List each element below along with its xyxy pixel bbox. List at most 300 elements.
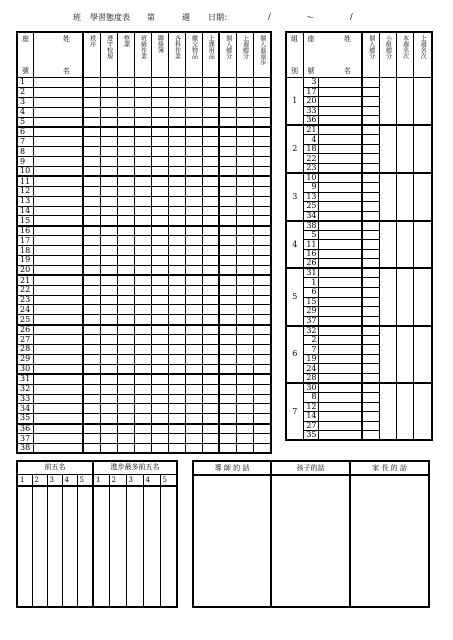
score-cell[interactable] [253, 137, 271, 147]
score-cell[interactable] [117, 157, 134, 167]
score-cell[interactable] [83, 443, 100, 453]
score-cell[interactable] [236, 127, 253, 137]
score-cell[interactable] [117, 345, 134, 355]
score-cell[interactable] [236, 335, 253, 345]
score-cell[interactable] [185, 186, 202, 196]
score-cell[interactable] [236, 374, 253, 384]
score-cell[interactable] [236, 236, 253, 246]
score-cell[interactable] [236, 246, 253, 256]
score-cell[interactable] [134, 147, 151, 157]
score-cell[interactable] [151, 424, 168, 434]
score-cell[interactable] [134, 176, 151, 186]
score-cell[interactable] [168, 354, 185, 364]
personal-total-cell[interactable] [362, 249, 379, 259]
score-cell[interactable] [253, 384, 271, 394]
score-cell[interactable] [100, 97, 117, 107]
score-cell[interactable] [151, 176, 168, 186]
score-cell[interactable] [134, 434, 151, 444]
score-cell[interactable] [100, 216, 117, 226]
score-cell[interactable] [236, 325, 253, 335]
score-cell[interactable] [185, 246, 202, 256]
group-student-name-cell[interactable] [318, 97, 362, 107]
score-cell[interactable] [151, 157, 168, 167]
score-cell[interactable] [117, 127, 134, 137]
score-cell[interactable] [202, 374, 219, 384]
score-cell[interactable] [83, 97, 100, 107]
score-cell[interactable] [202, 354, 219, 364]
progress-rank-entry[interactable] [109, 486, 126, 607]
score-cell[interactable] [253, 206, 271, 216]
score-cell[interactable] [168, 275, 185, 285]
score-cell[interactable] [202, 167, 219, 177]
score-cell[interactable] [202, 147, 219, 157]
score-cell[interactable] [202, 206, 219, 216]
score-cell[interactable] [219, 226, 236, 236]
score-cell[interactable] [151, 414, 168, 424]
score-cell[interactable] [117, 206, 134, 216]
group-student-name-cell[interactable] [318, 431, 362, 441]
group-student-name-cell[interactable] [318, 221, 362, 231]
last-week-rank-cell[interactable] [413, 78, 432, 126]
score-cell[interactable] [236, 354, 253, 364]
personal-total-cell[interactable] [362, 402, 379, 412]
personal-total-cell[interactable] [362, 412, 379, 422]
score-cell[interactable] [236, 206, 253, 216]
group-student-name-cell[interactable] [318, 78, 362, 88]
score-cell[interactable] [202, 216, 219, 226]
score-cell[interactable] [117, 414, 134, 424]
score-cell[interactable] [185, 335, 202, 345]
score-cell[interactable] [202, 226, 219, 236]
score-cell[interactable] [100, 226, 117, 236]
score-cell[interactable] [185, 295, 202, 305]
score-cell[interactable] [117, 265, 134, 275]
score-cell[interactable] [134, 384, 151, 394]
score-cell[interactable] [202, 87, 219, 97]
score-cell[interactable] [117, 394, 134, 404]
score-cell[interactable] [219, 265, 236, 275]
score-cell[interactable] [100, 354, 117, 364]
student-name-cell[interactable] [33, 87, 83, 97]
top5-rank-entry[interactable] [47, 486, 62, 607]
score-cell[interactable] [253, 117, 271, 127]
score-cell[interactable] [202, 384, 219, 394]
score-cell[interactable] [134, 414, 151, 424]
personal-total-cell[interactable] [362, 144, 379, 154]
score-cell[interactable] [185, 87, 202, 97]
top5-rank-entry[interactable] [32, 486, 47, 607]
score-cell[interactable] [202, 137, 219, 147]
score-cell[interactable] [100, 335, 117, 345]
score-cell[interactable] [219, 216, 236, 226]
personal-total-cell[interactable] [362, 87, 379, 97]
score-cell[interactable] [185, 434, 202, 444]
this-week-rank-cell[interactable] [396, 268, 413, 325]
personal-total-cell[interactable] [362, 78, 379, 88]
score-cell[interactable] [253, 87, 271, 97]
score-cell[interactable] [185, 226, 202, 236]
personal-total-cell[interactable] [362, 221, 379, 231]
score-cell[interactable] [83, 414, 100, 424]
personal-total-cell[interactable] [362, 154, 379, 164]
score-cell[interactable] [253, 285, 271, 295]
score-cell[interactable] [202, 256, 219, 266]
this-week-rank-cell[interactable] [396, 173, 413, 221]
score-cell[interactable] [185, 285, 202, 295]
group-student-name-cell[interactable] [318, 316, 362, 326]
score-cell[interactable] [134, 246, 151, 256]
score-cell[interactable] [253, 78, 271, 88]
score-cell[interactable] [117, 78, 134, 88]
score-cell[interactable] [134, 256, 151, 266]
score-cell[interactable] [117, 434, 134, 444]
score-cell[interactable] [83, 305, 100, 315]
score-cell[interactable] [151, 137, 168, 147]
score-cell[interactable] [253, 404, 271, 414]
student-name-cell[interactable] [33, 157, 83, 167]
score-cell[interactable] [100, 325, 117, 335]
score-cell[interactable] [236, 107, 253, 117]
score-cell[interactable] [151, 285, 168, 295]
score-cell[interactable] [117, 216, 134, 226]
personal-total-cell[interactable] [362, 431, 379, 441]
score-cell[interactable] [83, 335, 100, 345]
score-cell[interactable] [83, 246, 100, 256]
score-cell[interactable] [236, 275, 253, 285]
group-student-name-cell[interactable] [318, 278, 362, 288]
score-cell[interactable] [236, 364, 253, 374]
personal-total-cell[interactable] [362, 230, 379, 240]
this-week-rank-cell[interactable] [396, 326, 413, 383]
score-cell[interactable] [100, 374, 117, 384]
score-cell[interactable] [100, 78, 117, 88]
score-cell[interactable] [202, 345, 219, 355]
score-cell[interactable] [151, 147, 168, 157]
score-cell[interactable] [202, 196, 219, 206]
score-cell[interactable] [134, 157, 151, 167]
score-cell[interactable] [134, 345, 151, 355]
student-name-cell[interactable] [33, 127, 83, 137]
score-cell[interactable] [202, 117, 219, 127]
personal-total-cell[interactable] [362, 354, 379, 364]
personal-total-cell[interactable] [362, 106, 379, 116]
score-cell[interactable] [83, 226, 100, 236]
score-cell[interactable] [151, 374, 168, 384]
score-cell[interactable] [134, 87, 151, 97]
score-cell[interactable] [83, 364, 100, 374]
score-cell[interactable] [168, 186, 185, 196]
score-cell[interactable] [134, 364, 151, 374]
score-cell[interactable] [219, 305, 236, 315]
score-cell[interactable] [236, 97, 253, 107]
student-name-cell[interactable] [33, 216, 83, 226]
student-name-cell[interactable] [33, 394, 83, 404]
score-cell[interactable] [168, 325, 185, 335]
score-cell[interactable] [168, 414, 185, 424]
score-cell[interactable] [219, 256, 236, 266]
score-cell[interactable] [219, 167, 236, 177]
score-cell[interactable] [202, 97, 219, 107]
score-cell[interactable] [100, 157, 117, 167]
score-cell[interactable] [83, 196, 100, 206]
score-cell[interactable] [168, 226, 185, 236]
score-cell[interactable] [236, 434, 253, 444]
score-cell[interactable] [253, 315, 271, 325]
score-cell[interactable] [168, 97, 185, 107]
score-cell[interactable] [168, 87, 185, 97]
score-cell[interactable] [83, 424, 100, 434]
last-week-rank-cell[interactable] [413, 125, 432, 173]
score-cell[interactable] [219, 157, 236, 167]
score-cell[interactable] [151, 196, 168, 206]
score-cell[interactable] [168, 176, 185, 186]
score-cell[interactable] [83, 345, 100, 355]
score-cell[interactable] [151, 186, 168, 196]
group-student-name-cell[interactable] [318, 230, 362, 240]
score-cell[interactable] [185, 167, 202, 177]
score-cell[interactable] [253, 167, 271, 177]
student-name-cell[interactable] [33, 256, 83, 266]
score-cell[interactable] [219, 206, 236, 216]
score-cell[interactable] [185, 354, 202, 364]
score-cell[interactable] [185, 236, 202, 246]
score-cell[interactable] [219, 364, 236, 374]
student-name-cell[interactable] [33, 78, 83, 88]
score-cell[interactable] [168, 246, 185, 256]
score-cell[interactable] [236, 424, 253, 434]
score-cell[interactable] [151, 364, 168, 374]
score-cell[interactable] [185, 384, 202, 394]
score-cell[interactable] [83, 117, 100, 127]
student-name-cell[interactable] [33, 137, 83, 147]
score-cell[interactable] [151, 315, 168, 325]
top5-rank-entry[interactable] [17, 486, 32, 607]
score-cell[interactable] [134, 424, 151, 434]
score-cell[interactable] [100, 186, 117, 196]
score-cell[interactable] [83, 295, 100, 305]
score-cell[interactable] [151, 256, 168, 266]
score-cell[interactable] [117, 325, 134, 335]
score-cell[interactable] [151, 216, 168, 226]
personal-total-cell[interactable] [362, 421, 379, 431]
score-cell[interactable] [100, 147, 117, 157]
student-name-cell[interactable] [33, 305, 83, 315]
personal-total-cell[interactable] [362, 202, 379, 212]
personal-total-cell[interactable] [362, 316, 379, 326]
personal-total-cell[interactable] [362, 163, 379, 173]
score-cell[interactable] [202, 394, 219, 404]
score-cell[interactable] [134, 265, 151, 275]
score-cell[interactable] [219, 315, 236, 325]
score-cell[interactable] [185, 394, 202, 404]
score-cell[interactable] [100, 107, 117, 117]
personal-total-cell[interactable] [362, 183, 379, 193]
this-week-rank-cell[interactable] [396, 125, 413, 173]
group-total-cell[interactable] [379, 125, 396, 173]
score-cell[interactable] [151, 394, 168, 404]
last-week-rank-cell[interactable] [413, 326, 432, 383]
group-student-name-cell[interactable] [318, 259, 362, 269]
score-cell[interactable] [202, 305, 219, 315]
student-name-cell[interactable] [33, 424, 83, 434]
score-cell[interactable] [219, 87, 236, 97]
score-cell[interactable] [219, 137, 236, 147]
group-student-name-cell[interactable] [318, 144, 362, 154]
score-cell[interactable] [253, 107, 271, 117]
score-cell[interactable] [168, 196, 185, 206]
score-cell[interactable] [83, 285, 100, 295]
score-cell[interactable] [151, 236, 168, 246]
top5-rank-entry[interactable] [62, 486, 77, 607]
personal-total-cell[interactable] [362, 345, 379, 355]
group-student-name-cell[interactable] [318, 163, 362, 173]
score-cell[interactable] [236, 196, 253, 206]
score-cell[interactable] [185, 78, 202, 88]
score-cell[interactable] [219, 325, 236, 335]
score-cell[interactable] [236, 414, 253, 424]
score-cell[interactable] [100, 443, 117, 453]
score-cell[interactable] [100, 256, 117, 266]
score-cell[interactable] [83, 354, 100, 364]
last-week-rank-cell[interactable] [413, 383, 432, 440]
score-cell[interactable] [83, 186, 100, 196]
last-week-rank-cell[interactable] [413, 173, 432, 221]
group-student-name-cell[interactable] [318, 240, 362, 250]
score-cell[interactable] [100, 285, 117, 295]
score-cell[interactable] [253, 364, 271, 374]
score-cell[interactable] [134, 374, 151, 384]
child-comment-area[interactable] [271, 475, 350, 607]
score-cell[interactable] [168, 206, 185, 216]
score-cell[interactable] [168, 443, 185, 453]
score-cell[interactable] [83, 216, 100, 226]
student-name-cell[interactable] [33, 117, 83, 127]
score-cell[interactable] [168, 374, 185, 384]
score-cell[interactable] [253, 305, 271, 315]
score-cell[interactable] [83, 147, 100, 157]
score-cell[interactable] [168, 335, 185, 345]
group-student-name-cell[interactable] [318, 383, 362, 393]
last-week-rank-cell[interactable] [413, 268, 432, 325]
score-cell[interactable] [151, 443, 168, 453]
score-cell[interactable] [253, 265, 271, 275]
score-cell[interactable] [151, 107, 168, 117]
personal-total-cell[interactable] [362, 240, 379, 250]
score-cell[interactable] [100, 424, 117, 434]
group-student-name-cell[interactable] [318, 135, 362, 145]
score-cell[interactable] [168, 157, 185, 167]
progress-rank-entry[interactable] [160, 486, 177, 607]
score-cell[interactable] [168, 78, 185, 88]
score-cell[interactable] [253, 325, 271, 335]
score-cell[interactable] [117, 285, 134, 295]
score-cell[interactable] [151, 275, 168, 285]
score-cell[interactable] [168, 127, 185, 137]
student-name-cell[interactable] [33, 335, 83, 345]
student-name-cell[interactable] [33, 107, 83, 117]
score-cell[interactable] [236, 265, 253, 275]
score-cell[interactable] [236, 256, 253, 266]
score-cell[interactable] [151, 345, 168, 355]
score-cell[interactable] [219, 345, 236, 355]
group-student-name-cell[interactable] [318, 373, 362, 383]
score-cell[interactable] [253, 186, 271, 196]
score-cell[interactable] [202, 424, 219, 434]
group-student-name-cell[interactable] [318, 154, 362, 164]
personal-total-cell[interactable] [362, 268, 379, 278]
student-name-cell[interactable] [33, 265, 83, 275]
score-cell[interactable] [202, 404, 219, 414]
score-cell[interactable] [151, 246, 168, 256]
group-student-name-cell[interactable] [318, 249, 362, 259]
score-cell[interactable] [236, 305, 253, 315]
score-cell[interactable] [83, 374, 100, 384]
score-cell[interactable] [117, 275, 134, 285]
personal-total-cell[interactable] [362, 383, 379, 393]
score-cell[interactable] [83, 384, 100, 394]
score-cell[interactable] [236, 176, 253, 186]
group-total-cell[interactable] [379, 268, 396, 325]
student-name-cell[interactable] [33, 295, 83, 305]
score-cell[interactable] [100, 434, 117, 444]
score-cell[interactable] [134, 394, 151, 404]
score-cell[interactable] [83, 256, 100, 266]
score-cell[interactable] [202, 285, 219, 295]
score-cell[interactable] [219, 434, 236, 444]
score-cell[interactable] [83, 315, 100, 325]
student-name-cell[interactable] [33, 246, 83, 256]
score-cell[interactable] [100, 305, 117, 315]
score-cell[interactable] [185, 137, 202, 147]
score-cell[interactable] [168, 315, 185, 325]
score-cell[interactable] [168, 236, 185, 246]
group-total-cell[interactable] [379, 78, 396, 126]
score-cell[interactable] [202, 265, 219, 275]
score-cell[interactable] [219, 424, 236, 434]
score-cell[interactable] [219, 374, 236, 384]
score-cell[interactable] [168, 424, 185, 434]
score-cell[interactable] [185, 157, 202, 167]
score-cell[interactable] [219, 196, 236, 206]
score-cell[interactable] [219, 335, 236, 345]
score-cell[interactable] [134, 186, 151, 196]
score-cell[interactable] [134, 325, 151, 335]
group-student-name-cell[interactable] [318, 288, 362, 298]
personal-total-cell[interactable] [362, 211, 379, 221]
score-cell[interactable] [185, 127, 202, 137]
score-cell[interactable] [185, 216, 202, 226]
score-cell[interactable] [134, 216, 151, 226]
score-cell[interactable] [151, 127, 168, 137]
score-cell[interactable] [168, 137, 185, 147]
score-cell[interactable] [134, 335, 151, 345]
score-cell[interactable] [202, 186, 219, 196]
score-cell[interactable] [117, 167, 134, 177]
score-cell[interactable] [83, 394, 100, 404]
score-cell[interactable] [253, 176, 271, 186]
score-cell[interactable] [83, 434, 100, 444]
score-cell[interactable] [202, 315, 219, 325]
score-cell[interactable] [100, 345, 117, 355]
group-total-cell[interactable] [379, 326, 396, 383]
personal-total-cell[interactable] [362, 373, 379, 383]
score-cell[interactable] [219, 246, 236, 256]
score-cell[interactable] [100, 414, 117, 424]
score-cell[interactable] [117, 117, 134, 127]
score-cell[interactable] [219, 414, 236, 424]
score-cell[interactable] [185, 374, 202, 384]
score-cell[interactable] [185, 147, 202, 157]
